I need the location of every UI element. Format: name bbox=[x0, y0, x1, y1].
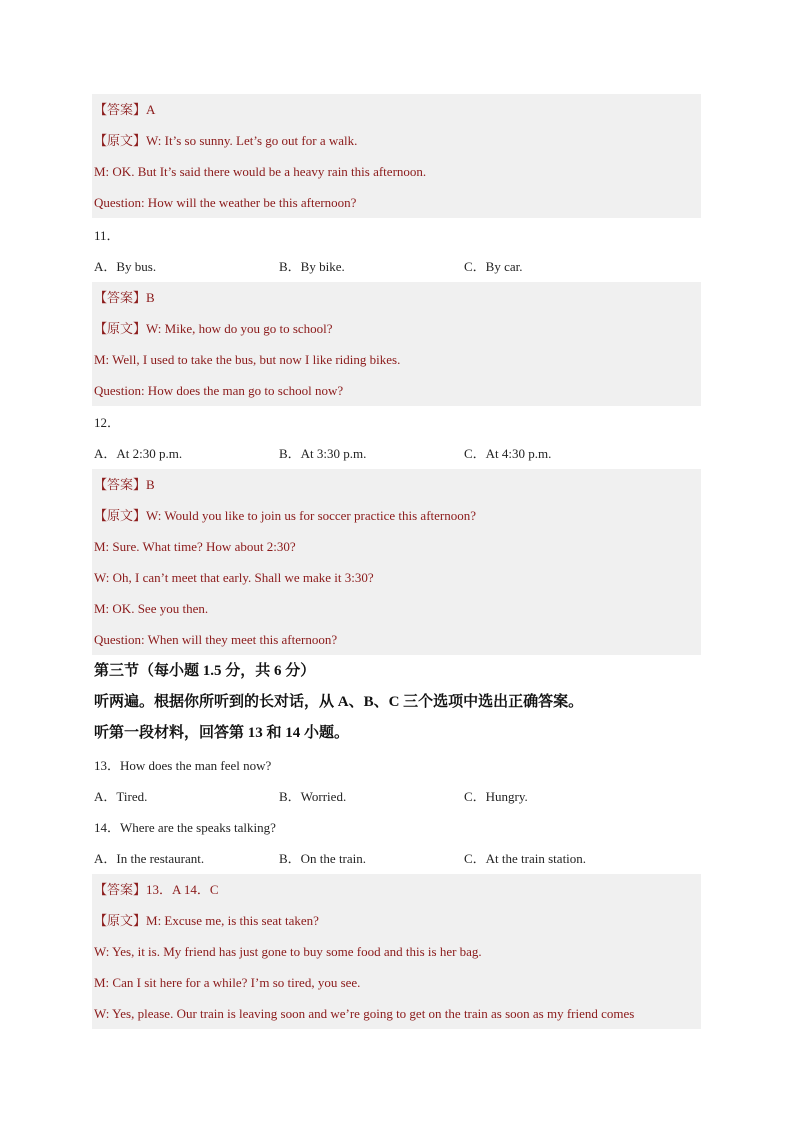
section-3-header bbox=[92, 656, 701, 749]
answer-tag: 【答案】 bbox=[94, 477, 147, 492]
transcript-question: Question: How does the man go to school now? bbox=[94, 383, 344, 398]
answer-line bbox=[92, 94, 701, 125]
transcript-line: M: OK. But It’s said there would be a heavy rain this afternoon. bbox=[94, 164, 427, 179]
options-row bbox=[92, 251, 701, 282]
question-number: 11． bbox=[94, 228, 120, 243]
answer-block-q10 bbox=[92, 94, 701, 218]
answer-tag: 【答案】 bbox=[94, 882, 147, 897]
answer-value: B bbox=[146, 290, 155, 305]
option-b: B．By bike. bbox=[279, 259, 345, 274]
transcript-tag: 【原文】 bbox=[94, 133, 147, 148]
transcript-question: Question: When will they meet this afternoon? bbox=[94, 632, 338, 647]
answer-line bbox=[92, 469, 701, 500]
section-heading: 第三节（每小题 1.5 分，共 6 分） bbox=[94, 663, 316, 679]
option-a: A．Tired. bbox=[94, 789, 148, 804]
answer-value: 13．A 14．C bbox=[146, 882, 219, 897]
transcript-question: Question: How will the weather be this afternoon? bbox=[94, 195, 357, 210]
transcript-line bbox=[92, 500, 701, 531]
answer-tag: 【答案】 bbox=[94, 290, 147, 305]
transcript-line: M: Well, I used to take the bus, but now I like riding bikes. bbox=[94, 352, 401, 367]
option-c: C．At 4:30 p.m. bbox=[464, 446, 552, 461]
transcript-line bbox=[92, 313, 701, 344]
option-c: C．By car. bbox=[464, 259, 523, 274]
answer-tag: 【答案】 bbox=[94, 102, 147, 117]
options-row bbox=[92, 438, 701, 469]
answer-block-q12 bbox=[92, 469, 701, 655]
question-11 bbox=[92, 220, 701, 282]
answer-value: A bbox=[146, 102, 156, 117]
transcript-line: W: Yes, it is. My friend has just gone to buy some food and this is her bag. bbox=[94, 944, 482, 959]
transcript-line: M: Can I sit here for a while? I’m so tired, you see. bbox=[94, 975, 361, 990]
answer-block-q11 bbox=[92, 282, 701, 406]
transcript-tag: 【原文】 bbox=[94, 508, 147, 523]
question-12 bbox=[92, 407, 701, 469]
section-subinstruction: 听第一段材料，回答第 13 和 14 小题。 bbox=[94, 725, 350, 741]
option-c: C．Hungry. bbox=[464, 789, 528, 804]
option-a: A．In the restaurant. bbox=[94, 851, 205, 866]
answer-line bbox=[92, 282, 701, 313]
question-13 bbox=[92, 750, 701, 812]
answer-line bbox=[92, 874, 701, 905]
option-b: B．Worried. bbox=[279, 789, 347, 804]
option-c: C．At the train station. bbox=[464, 851, 587, 866]
answer-value: B bbox=[146, 477, 155, 492]
transcript-line: M: OK. See you then. bbox=[94, 601, 209, 616]
option-a: A．By bus. bbox=[94, 259, 157, 274]
transcript-text: W: Would you like to join us for soccer practice this afternoon? bbox=[146, 508, 477, 523]
option-b: B．At 3:30 p.m. bbox=[279, 446, 367, 461]
options-row bbox=[92, 843, 701, 874]
answer-block-q13-14 bbox=[92, 874, 701, 1029]
option-b: B．On the train. bbox=[279, 851, 367, 866]
transcript-line: W: Yes, please. Our train is leaving soon and we’re going to get on the train as soon as my friend comes bbox=[94, 1006, 635, 1021]
option-a: A．At 2:30 p.m. bbox=[94, 446, 183, 461]
transcript-tag: 【原文】 bbox=[94, 913, 147, 928]
transcript-line: M: Sure. What time? How about 2:30? bbox=[94, 539, 296, 554]
transcript-line: W: Oh, I can’t meet that early. Shall we make it 3:30? bbox=[94, 570, 374, 585]
transcript-text: W: Mike, how do you go to school? bbox=[146, 321, 333, 336]
transcript-text: M: Excuse me, is this seat taken? bbox=[146, 913, 319, 928]
transcript-line bbox=[92, 905, 701, 936]
question-number: 12． bbox=[94, 415, 121, 430]
transcript-line bbox=[92, 125, 701, 156]
question-14 bbox=[92, 812, 701, 874]
question-text: 14．Where are the speaks talking? bbox=[94, 820, 276, 835]
transcript-text: W: It’s so sunny. Let’s go out for a walk. bbox=[146, 133, 358, 148]
transcript-tag: 【原文】 bbox=[94, 321, 147, 336]
question-text: 13．How does the man feel now? bbox=[94, 758, 272, 773]
options-row bbox=[92, 781, 701, 812]
section-instruction: 听两遍。根据你所听到的长对话，从 A、B、C 三个选项中选出正确答案。 bbox=[94, 694, 584, 710]
